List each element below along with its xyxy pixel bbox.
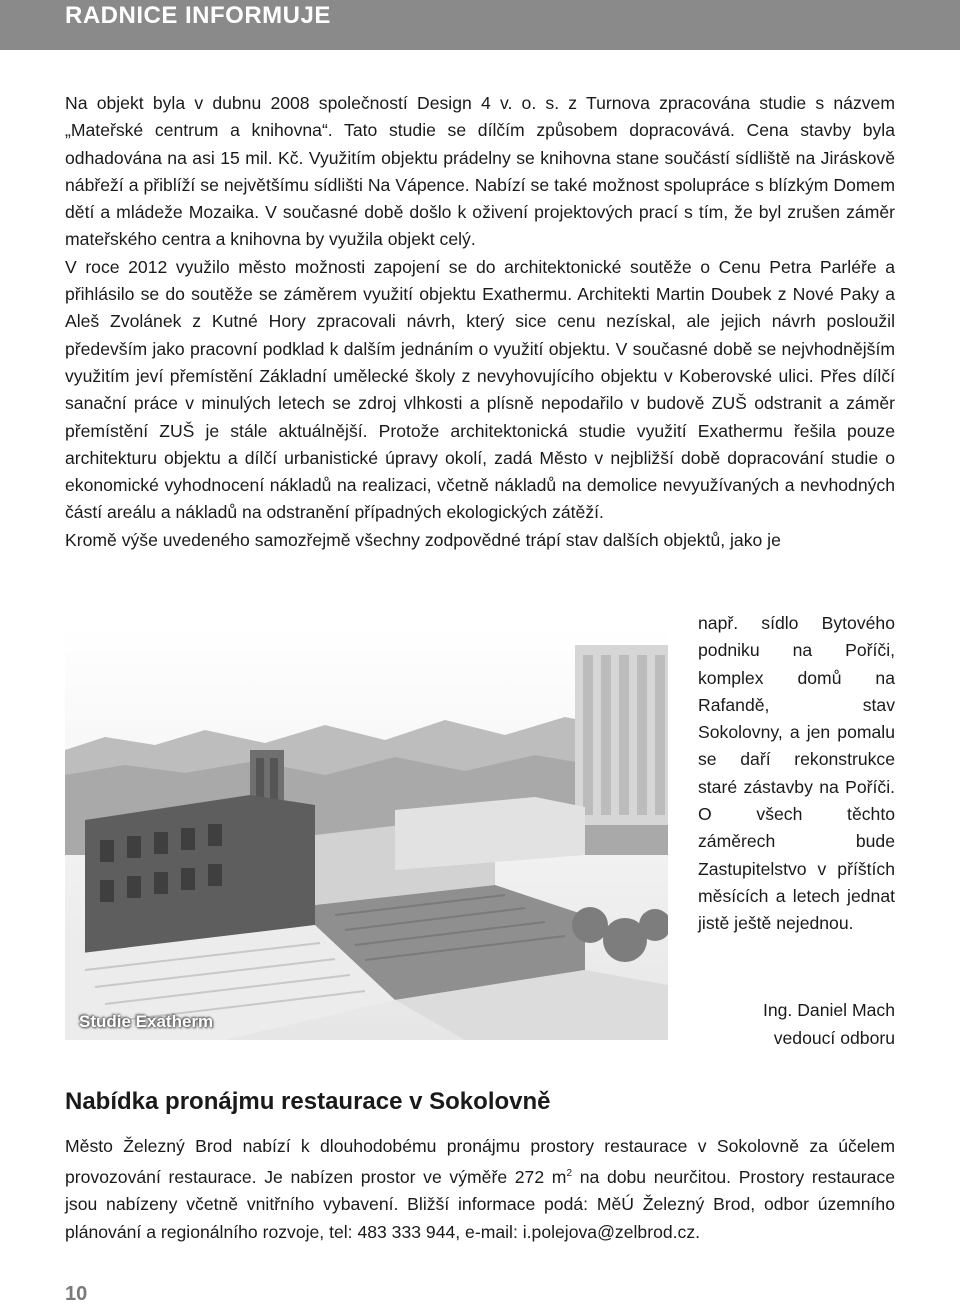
square-unit-superscript: 2	[566, 1168, 573, 1180]
photo-caption: Studie Exatherm	[79, 1012, 214, 1031]
article-paragraph-continued: např. sídlo Bytového podniku na Poříči, komplex domů na Rafandě, stav Sokolovny, a jen pomalu se daří rekonstrukce staré zástavby na Poříči. O všech těchto záměrech bude Zastupitelstvo v příštích měsících a letech jednat jistě ještě nejednou.	[698, 613, 895, 934]
exatherm-study-image	[65, 625, 668, 1040]
rental-text-part: na dobu neurčitou. Prostory restaurace jsou nabízeny včetně vnitřního vybavení. Bližší informace podá: MěÚ Železný Brod, odbor územního plánování a regionálního rozvoje, tel: 483 333 944, e-mail: i.polejova@zelbrod.cz.	[65, 1167, 895, 1242]
rental-text-part: Město Železný Brod nabízí k dlouhodobému pronájmu prostory restaurace v Sokolovně za účelem provozování restaurace. Je nabízen prostor ve výměře 272 m	[65, 1136, 895, 1188]
section-header-title: RADNICE INFORMUJE	[65, 2, 331, 29]
article-body	[65, 90, 895, 554]
author-name: Ing. Daniel Mach	[762, 1000, 895, 1020]
author-role: vedoucí odboru	[773, 1028, 895, 1048]
rental-section-text	[65, 1133, 895, 1246]
rental-section-title: Nabídka pronájmu restaurace v Sokolovně	[65, 1088, 551, 1115]
header-bar	[0, 0, 960, 50]
article-paragraph: V roce 2012 využilo město možnosti zapojení se do architektonické soutěže o Cenu Petra Parléře a přihlásilo se do soutěže se záměrem využití objektu Exathermu. Architekti Martin Doubek z Nové Paky a Aleš Zvolánek z Kutné Hory zpracovali návrh, který sice cenu nezískal, ale jejich návrh posloužil především jako pracovní podklad k dalším jednáním o využití objektu. V současné době se nejvhodnějším využitím jeví přemístění Základní umělecké školy z nevyhovujícího objektu v Koberovské ulici. Přes dílčí sanační práce v minulých letech se zdroj vlhkosti a plísně nepodařilo v budově ZUŠ odstranit a záměr přemístění ZUŠ je stále aktuálnější. Protože architektonická studie využití Exathermu řešila pouze architekturu objektu a dílčí urbanistické úpravy okolí, zadá Město v nejbližší době dopracování studie o ekonomické vyhodnocení nákladů na realizaci, včetně nákladů na demolice nevyužívaných a nevhodných částí areálu a nákladů na odstranění případných ekologických zátěží.	[65, 256, 895, 523]
architectural-rendering-illustration	[65, 625, 668, 1040]
page-number: 10	[65, 1283, 88, 1305]
author-signature	[763, 996, 895, 1052]
article-paragraph: Kromě výše uvedeného samozřejmě všechny zodpovědné trápí stav dalších objektů, jako je	[65, 529, 781, 550]
article-paragraph: Na objekt byla v dubnu 2008 společností Design 4 v. o. s. z Turnova zpracována studie s názvem „Mateřské centrum a knihovna“. Tato studie se dílčím způsobem dopracovává. Cena stavby byla odhadována na asi 15 mil. Kč. Využitím objektu prádelny se knihovna stane součástí sídliště na Jiráskově nábřeží a přiblíží se největšímu sídlišti Na Vápence. Nabízí se také možnost spolupráce s blízkým Domem dětí a mládeže Mozaika. V současné době došlo k oživení projektových prací s tím, že byl zrušen záměr mateřského centra a knihovna by využila objekt celý.	[65, 93, 895, 250]
